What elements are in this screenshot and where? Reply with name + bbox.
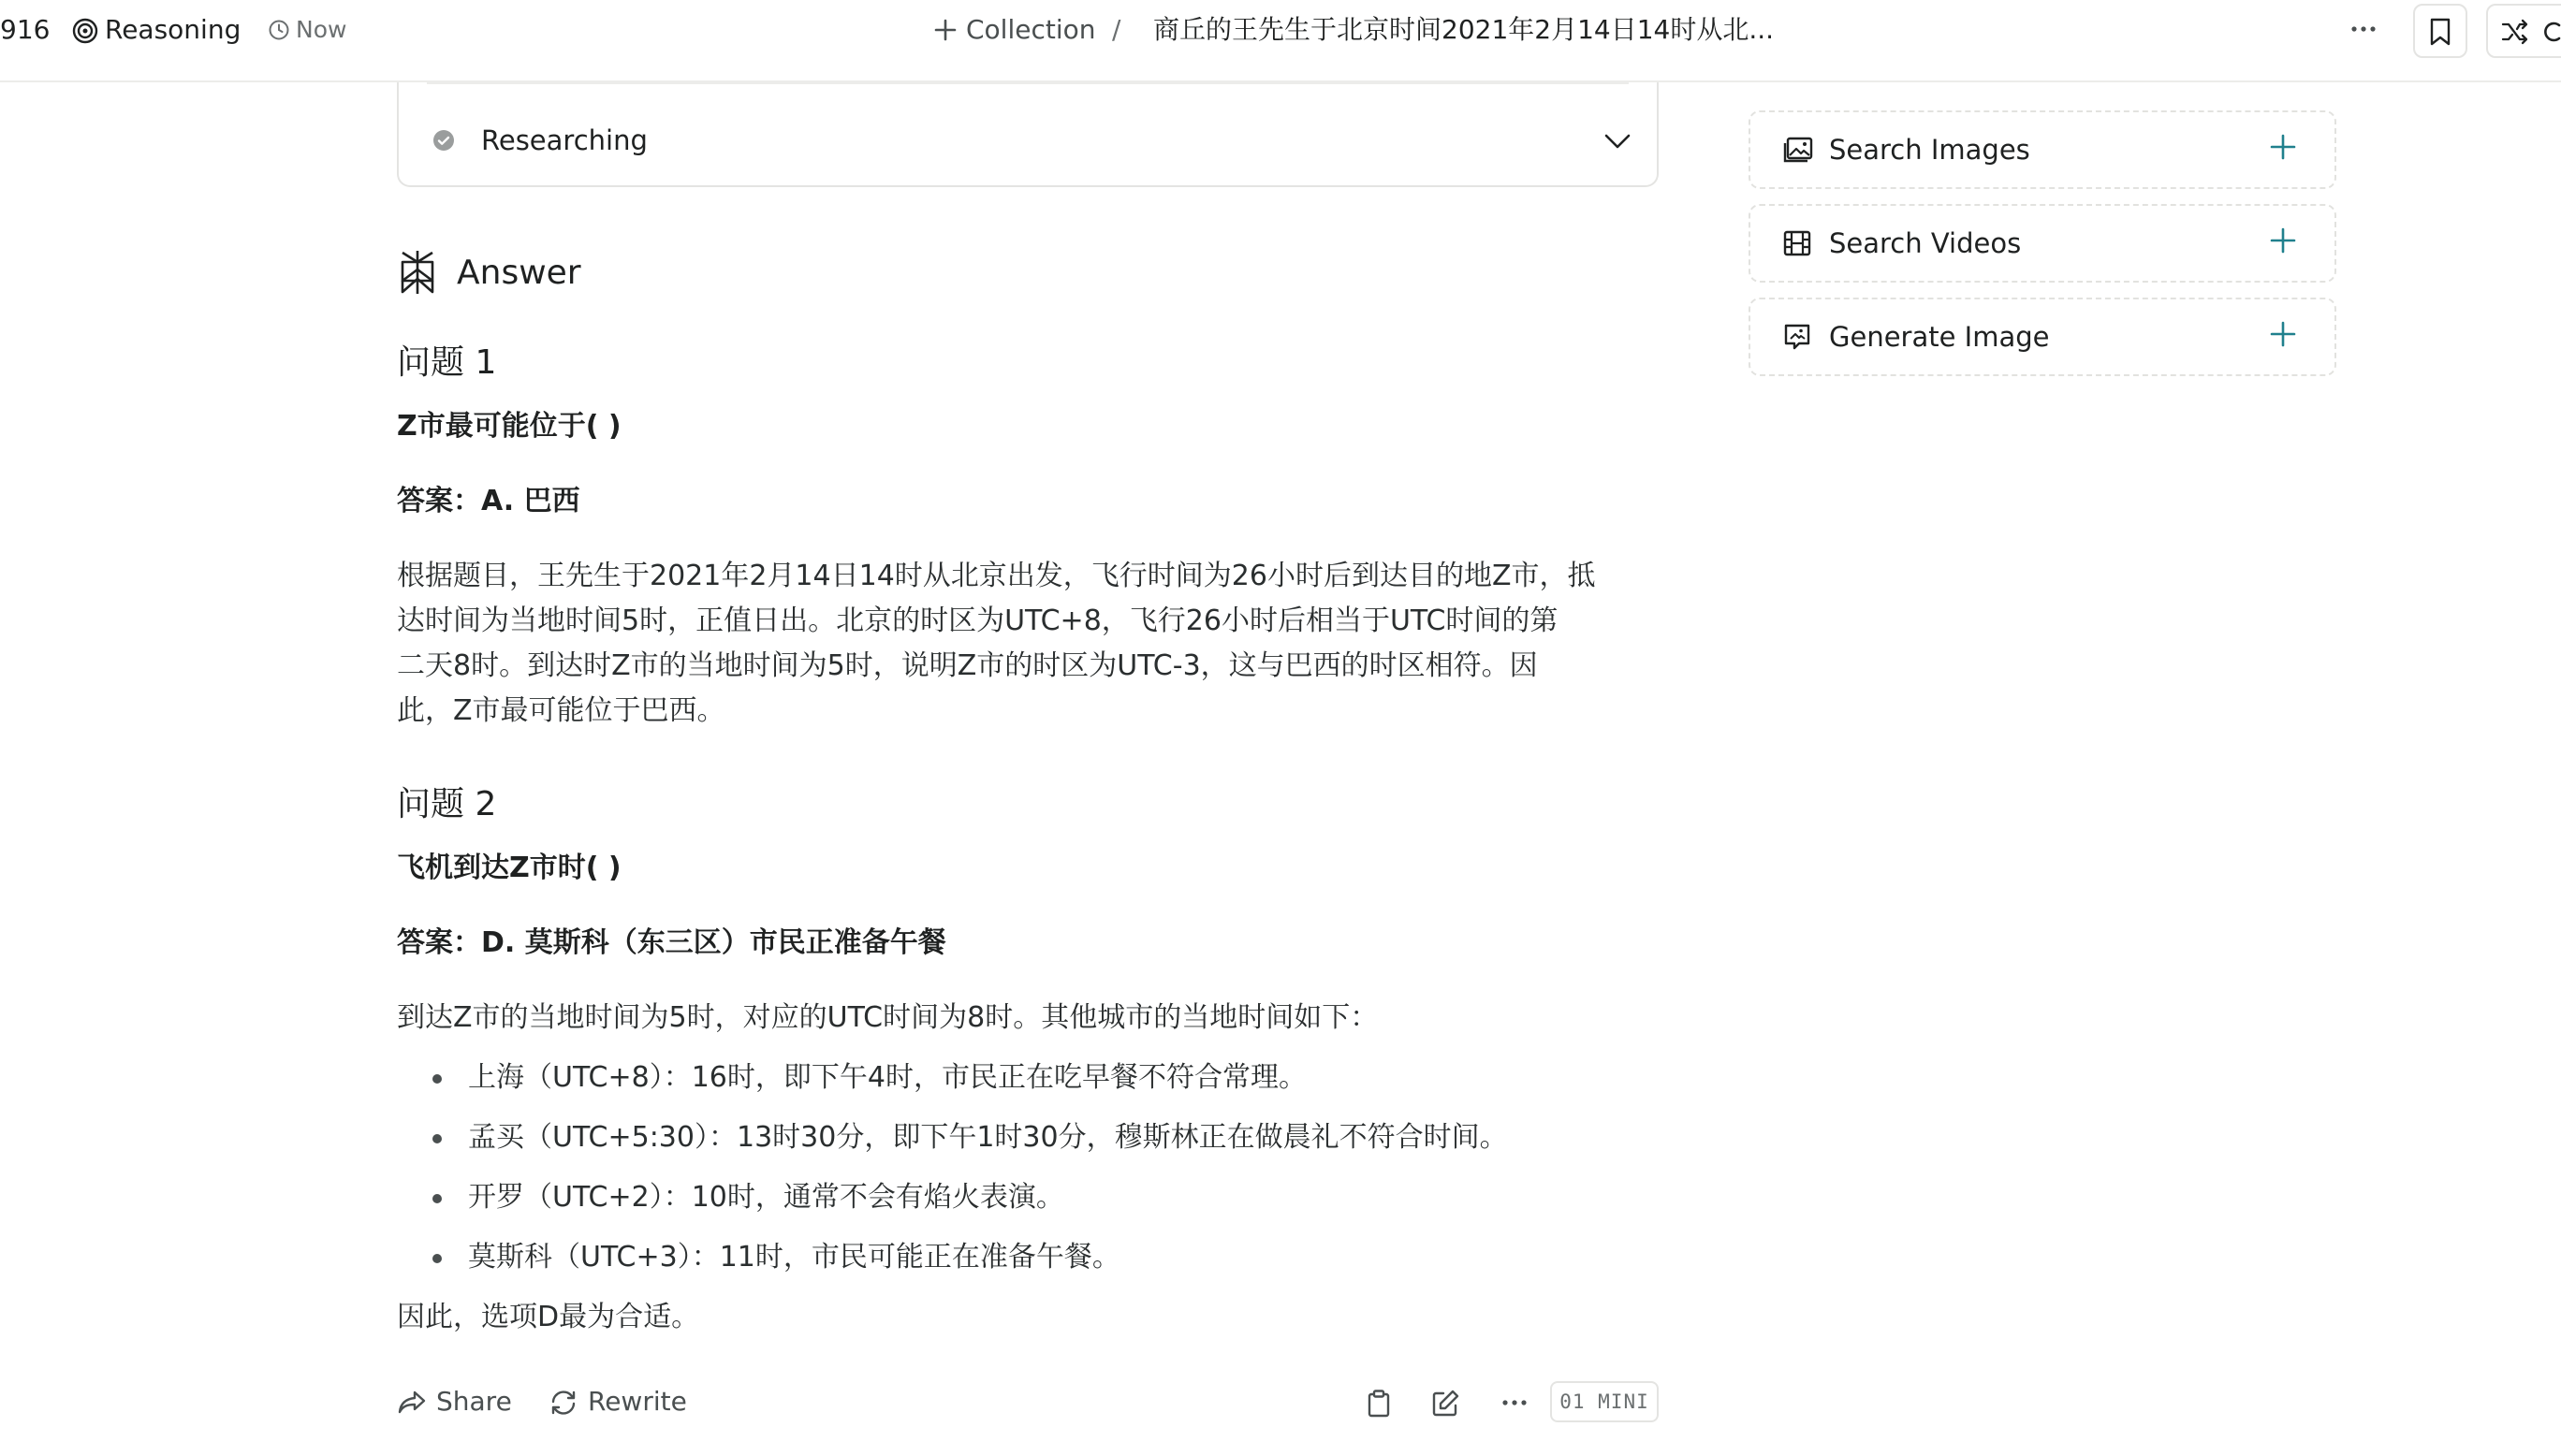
plus-icon[interactable] — [2269, 133, 2297, 161]
rewrite-icon[interactable] — [549, 1389, 578, 1417]
bookmark-button[interactable] — [2413, 4, 2467, 58]
plus-icon[interactable] — [932, 17, 959, 43]
model-badge: 01 MINI — [1550, 1381, 1659, 1422]
check-circle-icon — [432, 129, 455, 152]
bullet-marker — [432, 1194, 442, 1203]
question-2-text: 飞机到达Z市时( ) — [397, 852, 622, 884]
share-button[interactable]: Share — [436, 1386, 512, 1417]
search-images-card[interactable] — [1749, 110, 2336, 189]
list-item: 上海（UTC+8）：16时，即下午4时，市民正在吃早餐不符合常理。 — [468, 1061, 1307, 1094]
breadcrumb-separator: / — [1112, 14, 1121, 45]
question-1-heading: 问题 1 — [397, 343, 497, 382]
search-videos-label: Search Videos — [1829, 227, 2022, 259]
film-icon — [1782, 228, 1812, 258]
list-item: 孟买（UTC+5:30）：13时30分，即下午1时30分，穆斯林正在做晨礼不符合时间。 — [468, 1121, 1508, 1154]
plus-icon[interactable] — [2269, 320, 2297, 348]
list-item: 开罗（UTC+2）：10时，通常不会有焰火表演。 — [468, 1181, 1064, 1214]
question-1-text: Z市最可能位于( ) — [397, 410, 622, 443]
add-to-collection-button[interactable]: Collection — [966, 14, 1096, 45]
top-bar — [0, 0, 2561, 82]
thread-title[interactable]: 商丘的王先生于北京时间2021年2月14日14时从北... — [1153, 14, 1775, 45]
clipboard-icon[interactable] — [1365, 1389, 1393, 1419]
shuffle-button[interactable] — [2486, 4, 2561, 58]
plus-icon[interactable] — [2269, 226, 2297, 255]
edit-icon[interactable] — [1430, 1389, 1460, 1419]
question-2-answer: 答案：D. 莫斯科（东三区）市民正准备午餐 — [397, 926, 946, 959]
clock-icon — [268, 19, 290, 41]
share-icon[interactable] — [397, 1389, 427, 1415]
question-2-conclusion: 因此，选项D最为合适。 — [397, 1301, 700, 1333]
more-options-icon[interactable] — [1500, 1389, 1529, 1417]
shuffle-icon — [2501, 19, 2529, 45]
chevron-down-icon[interactable] — [1602, 131, 1632, 152]
more-options-icon[interactable] — [2348, 13, 2379, 45]
generate-image-card[interactable] — [1749, 298, 2336, 376]
shuffle-label-fragment — [2542, 15, 2561, 49]
mode-label[interactable]: Reasoning — [105, 14, 241, 45]
time-label: Now — [296, 16, 347, 43]
bullet-marker — [432, 1134, 442, 1143]
paragraph-line: 二天8时。到达时Z市的当地时间为5时，说明Z市的时区为UTC-3，这与巴西的时区相符。因 — [397, 649, 1538, 682]
bullet-marker — [432, 1074, 442, 1084]
paragraph-line: 此，Z市最可能位于巴西。 — [397, 694, 725, 727]
generate-image-icon — [1782, 322, 1812, 352]
perplexity-logo-icon — [397, 249, 438, 296]
rewrite-button[interactable]: Rewrite — [588, 1386, 687, 1417]
answer-heading: Answer — [457, 254, 581, 292]
question-1-answer: 答案：A. 巴西 — [397, 485, 580, 517]
bookmark-icon — [2428, 17, 2452, 47]
list-item: 莫斯科（UTC+3）：11时，市民可能正在准备午餐。 — [468, 1241, 1120, 1274]
thread-number: 916 — [0, 14, 51, 45]
search-images-label: Search Images — [1829, 134, 2030, 166]
search-videos-card[interactable] — [1749, 204, 2336, 283]
paragraph-line: 达时间为当地时间5时，正值日出。北京的时区为UTC+8，飞行26小时后相当于UTC时间的第 — [397, 604, 1559, 637]
generate-image-label: Generate Image — [1829, 321, 2050, 353]
research-status-label: Researching — [481, 124, 648, 156]
bullet-marker — [432, 1254, 442, 1263]
paragraph-line: 根据题目，王先生于2021年2月14日14时从北京出发，飞行时间为26小时后到达目的地Z市，抵 — [397, 560, 1596, 592]
question-2-intro: 到达Z市的当地时间为5时，对应的UTC时间为8时。其他城市的当地时间如下： — [397, 1001, 1379, 1034]
question-2-heading: 问题 2 — [397, 785, 497, 823]
reasoning-icon — [71, 17, 99, 45]
question-1-explanation — [397, 554, 1670, 734]
image-icon — [1782, 135, 1814, 165]
